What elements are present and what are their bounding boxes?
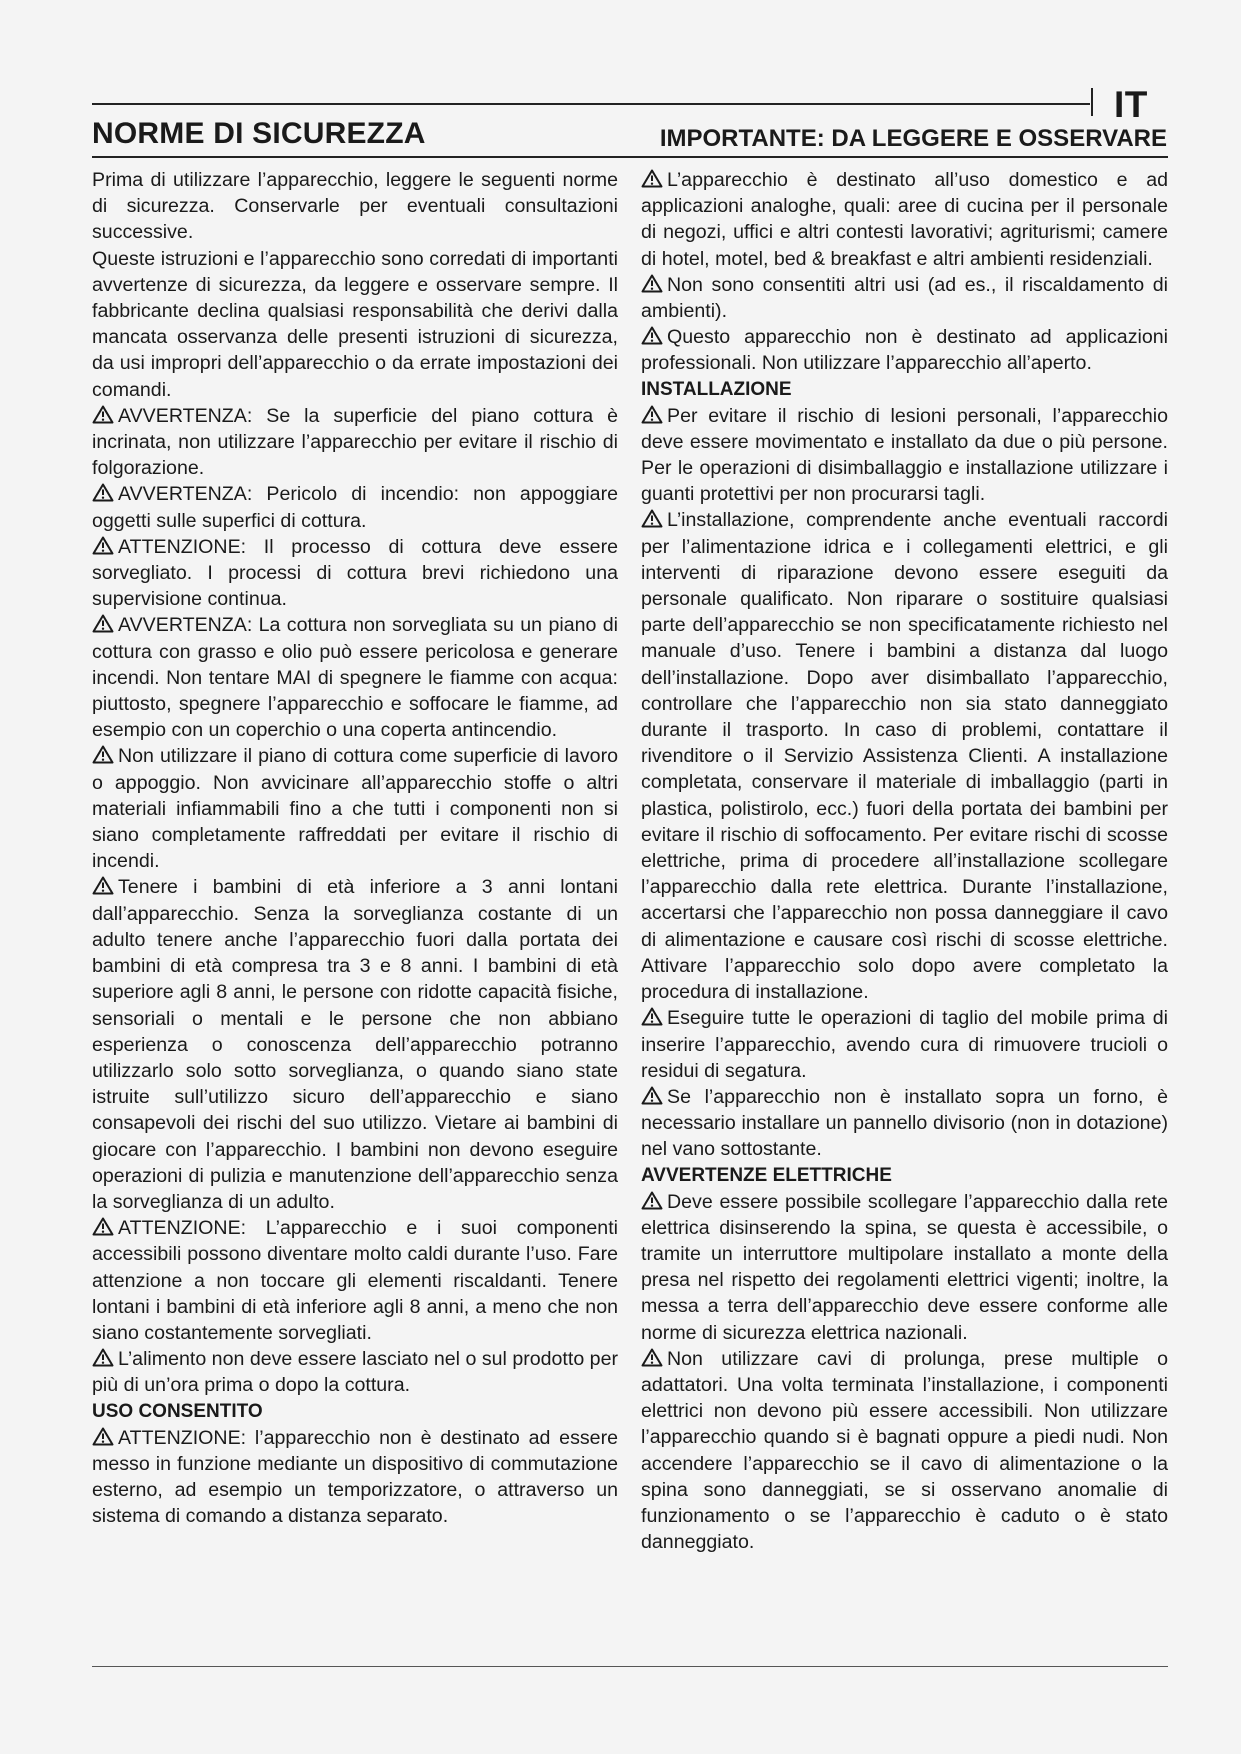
paragraph-text: AVVERTENZA: La cottura non sorvegliata su un piano di cottura con grasso e olio può essere pericolosa e generare incendi. Non tentare MAI di spegnere le fiamme con acqua: piuttosto, spegnere l’apparecchio e soffocare le fiamme, ad esempio con un coperchio o una coperta antincendio.: [92, 614, 618, 742]
warning-triangle-icon: [92, 405, 114, 424]
paragraph-text: USO CONSENTITO: [92, 1400, 263, 1422]
paragraph-text: AVVERTENZA: Pericolo di incendio: non appoggiare oggetti sulle superfici di cottura.: [92, 483, 618, 532]
paragraph-text: ATTENZIONE: l’apparecchio non è destinato ad essere messo in funzione mediante un dispositivo di commutazione esterno, ad esempio un temporizzatore, o attraverso un sistema di comando a distanza separato.: [92, 1426, 618, 1528]
paragraph-text: INSTALLAZIONE: [641, 378, 792, 400]
section-subtitle: IMPORTANTE: DA LEGGERE E OSSERVARE: [659, 125, 1167, 152]
warning-triangle-icon: [641, 326, 663, 345]
warning-triangle-icon: [641, 1086, 663, 1105]
paragraph-text: L’installazione, comprendente anche eventuali raccordi per l’alimentazione idrica e i collegamenti elettrici, e gli interventi di riparazione devono essere eseguiti da personale qualificato. Non riparare o sostituire qualsiasi parte dell’apparecchio se non specificatamente richiesto nel manuale d’uso. Tenere i bambini a distanza dal luogo dell’installazione. Dopo aver disimballato l’apparecchio, controllare che l’apparecchio non sia stato danneggiato durante il trasporto. In caso di problemi, contattare il rivenditore o il Servizio Assistenza Clienti. A installazione completata, conservare il materiale di imballaggio (parti in plastica, polistirolo, ecc.) fuori della portata dei bambini per evitare il rischio di soffocamento. Per evitare rischi di scosse elettriche, prima di procedere all’installazione scollegare l’apparecchio dalla rete elettrica. Durante l’installazione, accertarsi che l’apparecchio non possa danneggiare il cavo di alimentazione e causare così rischi di scosse elettriche. Attivare l’apparecchio solo dopo avere completato la procedura di installazione.: [641, 509, 1168, 1004]
warning-triangle-icon: [92, 876, 114, 895]
header-rule: [92, 156, 1168, 158]
warning-paragraph: [641, 1346, 1168, 1556]
warning-triangle-icon: [92, 536, 114, 555]
paragraph: [92, 246, 618, 403]
warning-triangle-icon: [641, 1348, 663, 1367]
paragraph-text: AVVERTENZE ELETTRICHE: [641, 1164, 892, 1186]
left-column: [92, 167, 618, 1529]
subsection-heading: [92, 1399, 618, 1425]
paragraph-text: L’apparecchio è destinato all’uso domestico e ad applicazioni analoghe, quali: aree di cucina per il personale di negozi, uffici e altri contesti lavorativi; agriturismi; camere di hotel, motel, bed & breakfast e altri ambienti residenziali.: [641, 169, 1168, 270]
paragraph-text: Per evitare il rischio di lesioni personali, l’apparecchio deve essere movimentato e installato da due o più persone. Per le operazioni di disimballaggio e installazione utilizzare i guanti protettivi per non procurarsi tagli.: [641, 404, 1168, 506]
subsection-heading: [641, 1163, 1168, 1189]
warning-triangle-icon: [641, 169, 663, 188]
paragraph-text: Deve essere possibile scollegare l’apparecchio dalla rete elettrica disinserendo la spina, se questa è accessibile, o tramite un interruttore multipolare installato a monte della presa nel rispetto dei regolamenti elettrici vigenti; inoltre, la messa a terra dell’apparecchio deve essere conforme alle norme di sicurezza elettrica nazionali.: [641, 1190, 1168, 1344]
warning-triangle-icon: [92, 483, 114, 502]
warning-paragraph: [641, 1084, 1168, 1163]
warning-paragraph: [92, 403, 618, 482]
bottom-rule: [92, 1666, 1168, 1667]
warning-paragraph: [92, 743, 618, 874]
warning-paragraph: [92, 1215, 618, 1346]
warning-triangle-icon: [641, 274, 663, 293]
paragraph-text: Queste istruzioni e l’apparecchio sono corredati di importanti avvertenze di sicurezza, da leggere e osservare sempre. Il fabbricante declina qualsiasi responsabilità che derivi dalla mancata osservanza delle presenti istruzioni di sicurezza, da usi impropri dell’apparecchio o da errate impostazioni dei comandi.: [92, 247, 618, 401]
warning-paragraph: [92, 1346, 618, 1398]
warning-paragraph: [92, 1425, 618, 1530]
warning-paragraph: [641, 1005, 1168, 1084]
warning-paragraph: [641, 324, 1168, 376]
top-rule: [92, 103, 1090, 105]
warning-paragraph: [92, 534, 618, 613]
warning-paragraph: [641, 403, 1168, 508]
paragraph-text: Tenere i bambini di età inferiore a 3 anni lontani dall’apparecchio. Senza la sorveglianza costante di un adulto tenere anche l’apparecchio fuori dalla portata dei bambini di età compresa tra 3 e 8 anni. I bambini di età superiore agli 8 anni, le persone con ridotte capacità fisiche, sensoriali o mentali e le persone che non abbiano esperienza o conoscenza dell’apparecchio potranno utilizzarlo solo sotto sorveglianza, o quando siano state istruite sull’utilizzo sicuro dell’apparecchio e siano consapevoli dei rischi del suo utilizzo. Vietare ai bambini di giocare con l’apparecchio. I bambini non devono eseguire operazioni di pulizia e manutenzione dell’apparecchio senza la sorveglianza di un adulto.: [92, 876, 618, 1213]
paragraph-text: Non sono consentiti altri usi (ad es., il riscaldamento di ambienti).: [641, 273, 1168, 323]
paragraph-text: L’alimento non deve essere lasciato nel o sul prodotto per più di un’ora prima o dopo la cottura.: [92, 1348, 618, 1397]
subsection-heading: [641, 377, 1168, 403]
paragraph-text: Prima di utilizzare l’apparecchio, leggere le seguenti norme di sicurezza. Conservarle per eventuali consultazioni successive.: [92, 169, 618, 244]
warning-paragraph: [641, 1189, 1168, 1346]
warning-paragraph: [92, 612, 618, 743]
section-title: NORME DI SICUREZZA: [92, 117, 426, 150]
language-code: IT: [1114, 84, 1148, 125]
warning-triangle-icon: [641, 1191, 663, 1210]
warning-paragraph: [92, 481, 618, 533]
paragraph-text: Se l’apparecchio non è installato sopra un forno, è necessario installare un pannello divisorio (non in dotazione) nel vano sottostante.: [641, 1085, 1168, 1161]
warning-triangle-icon: [641, 405, 663, 424]
paragraph: [92, 167, 618, 246]
paragraph-text: Non utilizzare cavi di prolunga, prese multiple o adattatori. Una volta terminata l’installazione, i componenti elettrici non devono più essere accessibili. Non utilizzare l’apparecchio quando si è bagnati oppure a piedi nudi. Non accendere l’apparecchio se il cavo di alimentazione o la spina sono danneggiati, se si osservano anomalie di funzionamento o se l’apparecchio è caduto o è stato danneggiato.: [641, 1347, 1168, 1554]
language-separator: [1091, 88, 1093, 116]
warning-paragraph: [92, 874, 618, 1215]
warning-triangle-icon: [92, 1348, 114, 1367]
paragraph-text: ATTENZIONE: Il processo di cottura deve essere sorvegliato. I processi di cottura brevi richiedono una supervisione continua.: [92, 535, 618, 611]
paragraph-text: AVVERTENZA: Se la superficie del piano cottura è incrinata, non utilizzare l’apparecchio per evitare il rischio di folgorazione.: [92, 404, 618, 480]
warning-triangle-icon: [641, 1007, 663, 1026]
paragraph-text: ATTENZIONE: L’apparecchio e i suoi componenti accessibili possono diventare molto caldi durante l’uso. Fare attenzione a non toccare gli elementi riscaldanti. Tenere lontani i bambini di età inferiore agli 8 anni, a meno che non siano costantemente sorvegliati.: [92, 1217, 618, 1344]
paragraph-text: Eseguire tutte le operazioni di taglio del mobile prima di inserire l’apparecchio, avendo cura di rimuovere trucioli o residui di segatura.: [641, 1007, 1168, 1082]
warning-triangle-icon: [92, 614, 114, 633]
paragraph-text: Questo apparecchio non è destinato ad applicazioni professionali. Non utilizzare l’apparecchio all’aperto.: [641, 326, 1168, 375]
warning-triangle-icon: [92, 1427, 114, 1446]
warning-paragraph: [641, 272, 1168, 324]
warning-paragraph: [641, 507, 1168, 1005]
paragraph-text: Non utilizzare il piano di cottura come superficie di lavoro o appoggio. Non avvicinare all’apparecchio stoffe o altri materiali infiammabili fino a che tutti i componenti non si siano completamente raffreddati per evitare il rischio di incendi.: [92, 745, 618, 873]
right-column: [641, 167, 1168, 1555]
warning-paragraph: [641, 167, 1168, 272]
warning-triangle-icon: [92, 1217, 114, 1236]
warning-triangle-icon: [92, 745, 114, 764]
warning-triangle-icon: [641, 509, 663, 528]
